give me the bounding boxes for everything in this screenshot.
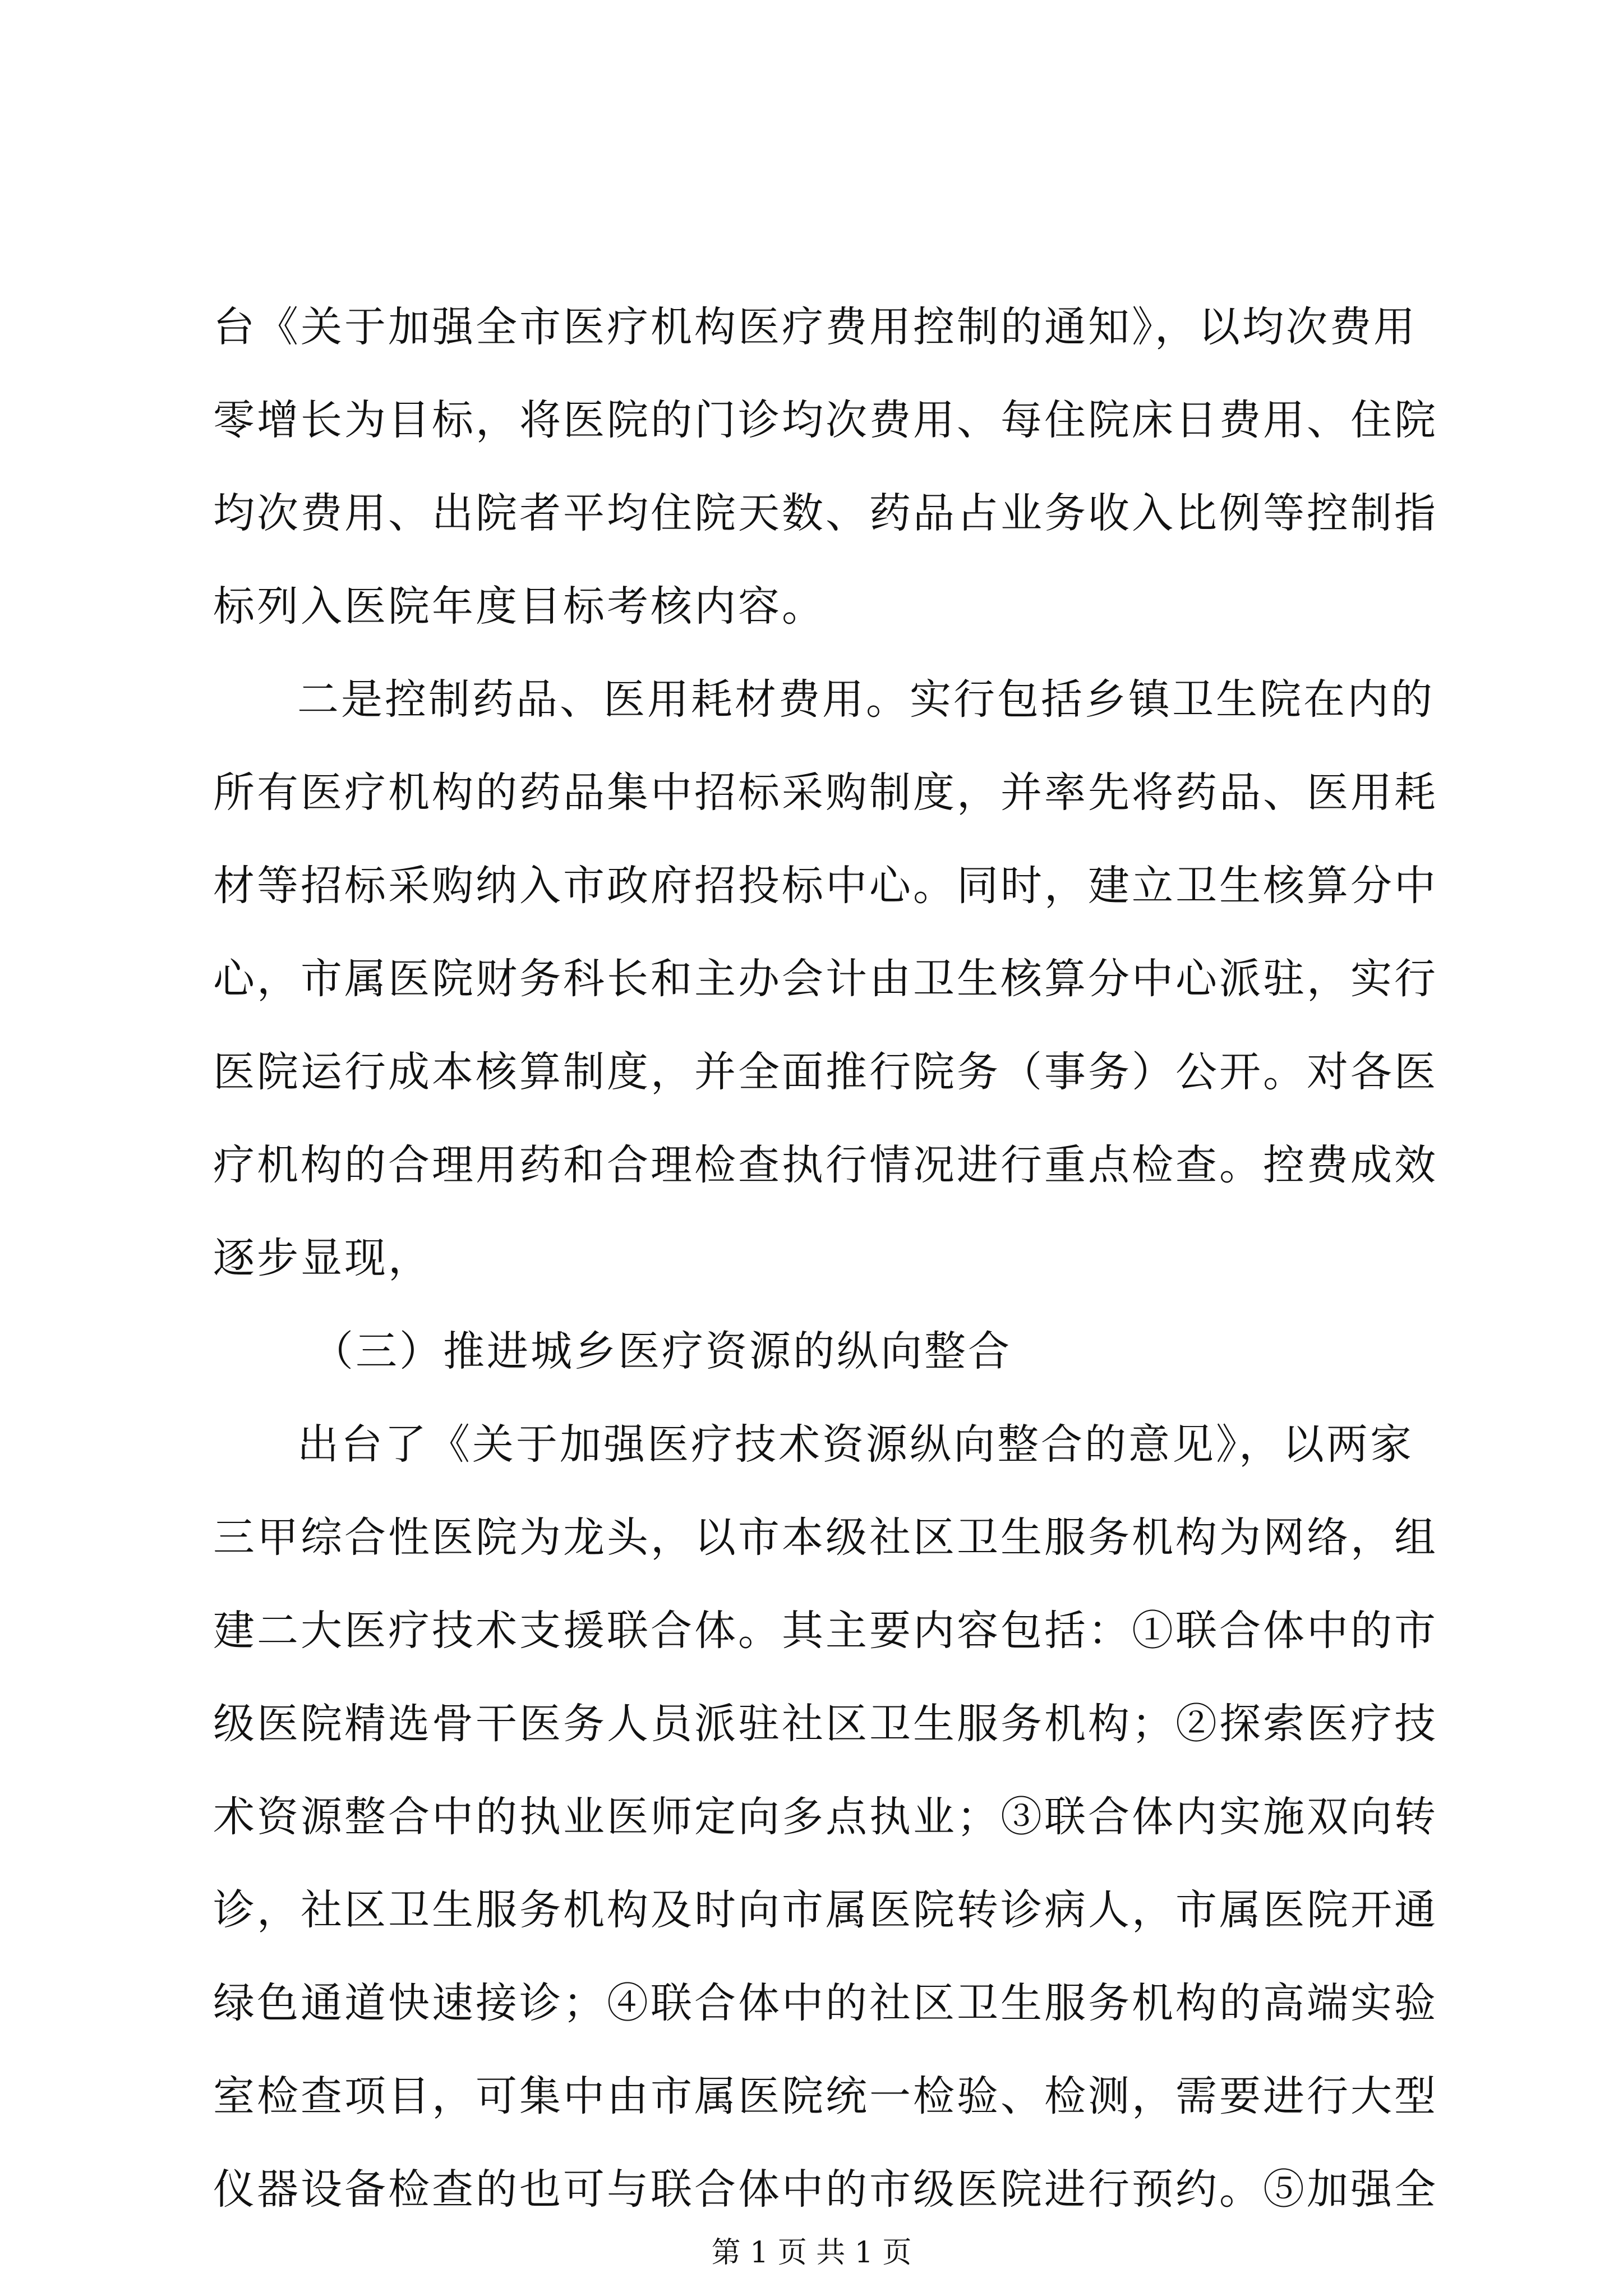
text-line: 三甲综合性医院为龙头，以市本级社区卫生服务机构为网络，组 xyxy=(213,1513,1438,1562)
text-line: 均次费用、出院者平均住院天数、药品占业务收入比例等控制指 xyxy=(213,489,1438,537)
text-line: 诊，社区卫生服务机构及时向市属医院转诊病人，市属医院开通 xyxy=(213,1886,1438,1934)
section-heading: （三）推进城乡医疗资源的纵向整合 xyxy=(312,1327,1012,1375)
text-line: 台《关于加强全市医疗机构医疗费用控制的通知》，以均次费用 xyxy=(213,303,1417,351)
text-line: 仪器设备检查的也可与联合体中的市级医院进行预约。⑤加强全 xyxy=(213,2165,1438,2214)
text-line: 心，市属医院财务科长和主办会计由卫生核算分中心派驻，实行 xyxy=(213,955,1438,1003)
text-line: 所有医疗机构的药品集中招标采购制度，并率先将药品、医用耗 xyxy=(213,769,1438,817)
text-line: 术资源整合中的执业医师定向多点执业；③联合体内实施双向转 xyxy=(213,1793,1438,1841)
text-line: 逐步显现， xyxy=(213,1234,432,1282)
page-footer: 第 1 页 共 1 页 xyxy=(711,2236,912,2270)
text-line: 建二大医疗技术支援联合体。其主要内容包括：①联合体中的市 xyxy=(213,1607,1438,1655)
paragraph-first-line: 二是控制药品、医用耗材费用。实行包括乡镇卫生院在内的 xyxy=(297,675,1435,724)
text-line: 医院运行成本核算制度，并全面推行院务（事务）公开。对各医 xyxy=(213,1048,1438,1096)
text-line: 绿色通道快速接诊；④联合体中的社区卫生服务机构的高端实验 xyxy=(213,1979,1438,2027)
text-line: 材等招标采购纳入市政府招投标中心。同时，建立卫生核算分中 xyxy=(213,862,1438,910)
text-line: 标列入医院年度目标考核内容。 xyxy=(213,582,826,631)
text-line: 室检查项目，可集中由市属医院统一检验、检测，需要进行大型 xyxy=(213,2072,1438,2120)
text-line: 级医院精选骨干医务人员派驻社区卫生服务机构；②探索医疗技 xyxy=(213,1700,1438,1748)
text-line: 零增长为目标，将医院的门诊均次费用、每住院床日费用、住院 xyxy=(213,396,1438,444)
text-line: 疗机构的合理用药和合理检查执行情况进行重点检查。控费成效 xyxy=(213,1141,1438,1189)
paragraph-first-line: 出台了《关于加强医疗技术资源纵向整合的意见》，以两家 xyxy=(297,1420,1414,1469)
